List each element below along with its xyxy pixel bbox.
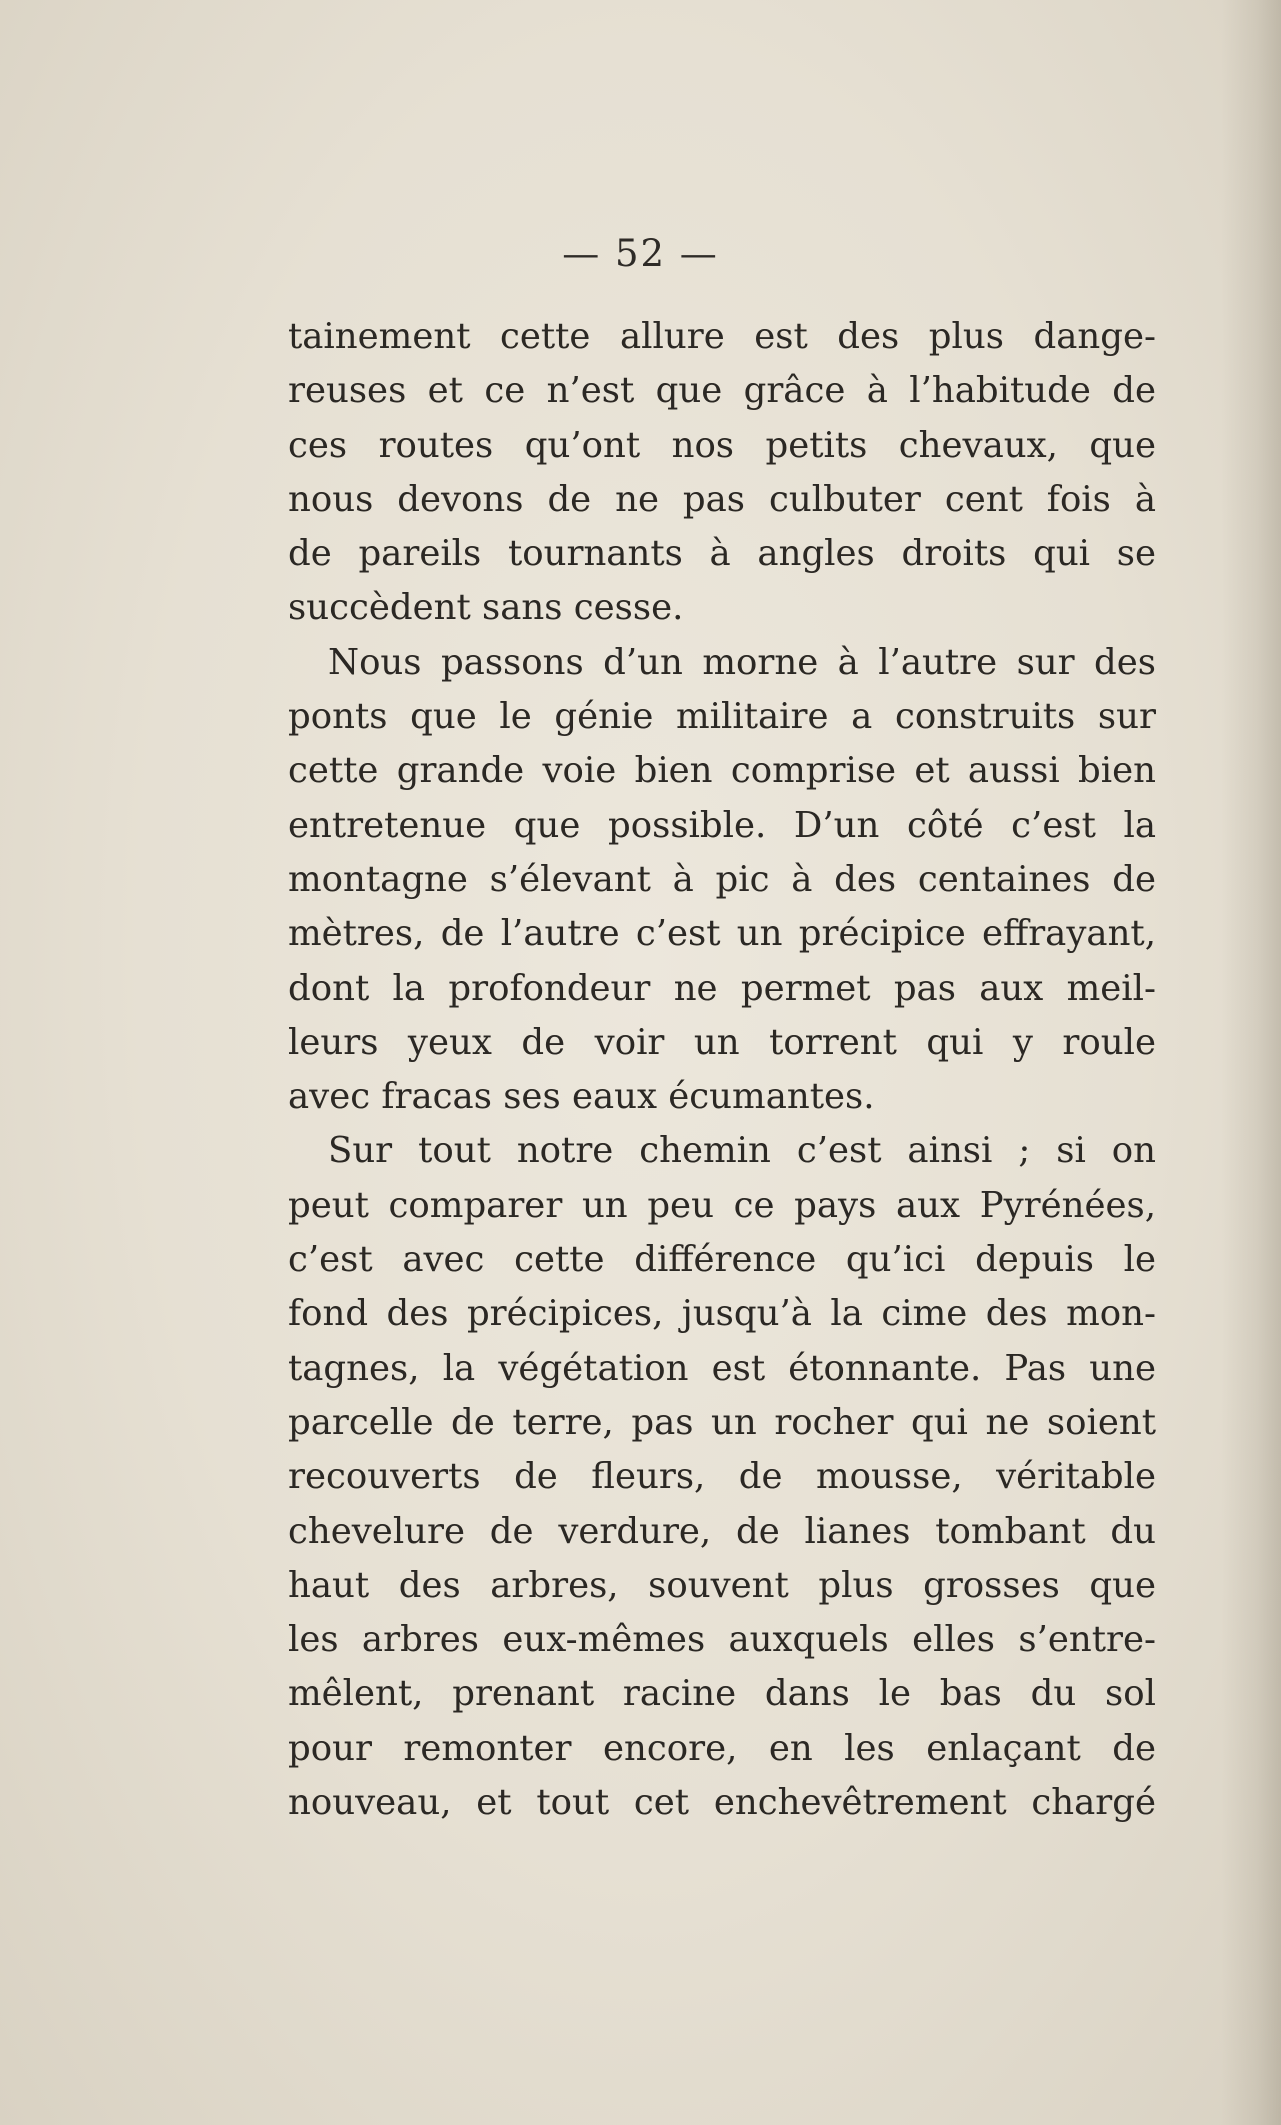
text-line: dont la profondeur ne permet pas aux meil- (288, 967, 1156, 1009)
text-line: ponts que le génie militaire a construits sur (288, 696, 1156, 738)
text-line: chevelure de verdure, de lianes tombant du (288, 1510, 1156, 1552)
text-line: entretenue que possible. D’un côté c’est la (288, 804, 1156, 846)
text-line: nous devons de ne pas culbuter cent fois à (288, 478, 1156, 520)
text-line: ces routes qu’ont nos petits chevaux, que (288, 424, 1156, 466)
page-number: — 52 — (562, 232, 719, 275)
text-line: c’est avec cette différence qu’ici depuis le (288, 1239, 1156, 1281)
text-line: tagnes, la végétation est étonnante. Pas une (288, 1347, 1156, 1389)
body-text (288, 310, 1156, 1830)
text-line: montagne s’élevant à pic à des centaines de (288, 858, 1156, 900)
text-line: leurs yeux de voir un torrent qui y roule (288, 1021, 1156, 1063)
binding-shadow (1221, 0, 1281, 2125)
text-line: fond des précipices, jusqu’à la cime des mon- (288, 1293, 1156, 1335)
text-line: pour remonter encore, en les enlaçant de (288, 1727, 1156, 1769)
text-line: tainement cette allure est des plus dange- (288, 316, 1156, 357)
text-line: parcelle de terre, pas un rocher qui ne soient (288, 1401, 1156, 1443)
text-line: reuses et ce n’est que grâce à l’habitude de (288, 370, 1156, 412)
text-line: mêlent, prenant racine dans le bas du sol (288, 1673, 1156, 1715)
text-line: mètres, de l’autre c’est un précipice effrayant, (288, 913, 1156, 955)
text-line: peut comparer un peu ce pays aux Pyrénées, (288, 1184, 1156, 1226)
text-line: recouverts de fleurs, de mousse, véritable (288, 1456, 1156, 1498)
text-line: avec fracas ses eaux écumantes. (288, 1076, 875, 1118)
text-line: Sur tout notre chemin c’est ainsi ; si on (328, 1130, 1156, 1172)
text-line: de pareils tournants à angles droits qui se (288, 533, 1156, 575)
text-line: les arbres eux-mêmes auxquels elles s’entre- (288, 1619, 1156, 1661)
text-line: cette grande voie bien comprise et aussi bien (288, 750, 1156, 792)
text-line: haut des arbres, souvent plus grosses que (288, 1564, 1156, 1606)
text-line: succèdent sans cesse. (288, 587, 684, 629)
text-line: Nous passons d’un morne à l’autre sur des (328, 641, 1156, 683)
text-line: nouveau, et tout cet enchevêtrement chargé (288, 1782, 1156, 1824)
